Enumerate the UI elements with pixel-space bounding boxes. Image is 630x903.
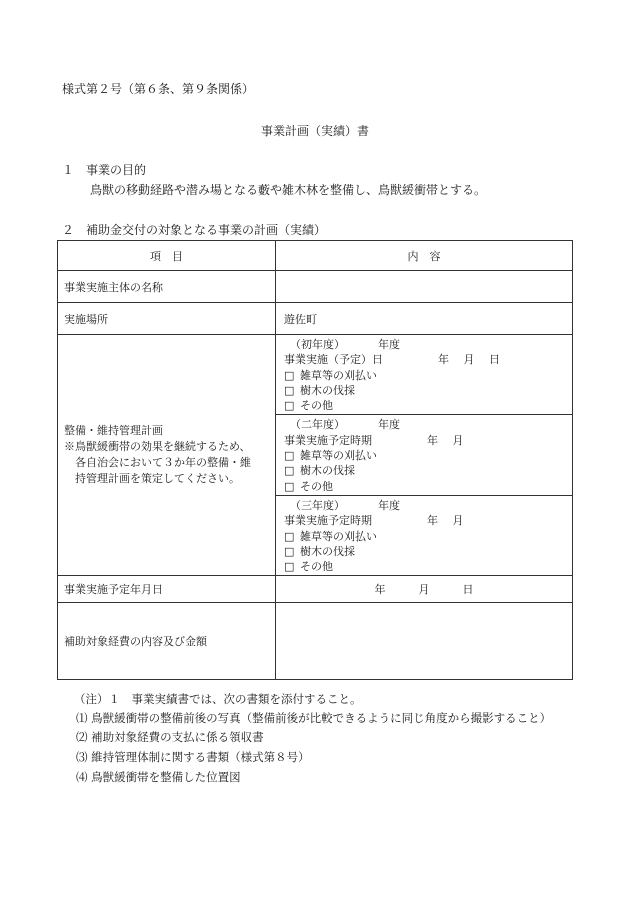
col-header-content: 内 容 — [276, 241, 573, 271]
schedule-line[interactable]: 事業実施予定時期 年 月 — [284, 433, 464, 447]
notes-item: ⑶ 維持管理体制に関する書類（様式第８号） — [76, 750, 310, 764]
checkbox-label: その他 — [300, 560, 333, 574]
year-heading — [284, 498, 566, 513]
schedule-line[interactable]: 事業実施予定時期 年 月 — [284, 514, 464, 528]
maintenance-note — [64, 439, 275, 487]
checkbox-row — [284, 448, 566, 463]
year-suffix: 年度 — [378, 338, 400, 351]
year-label: （三年度） — [290, 498, 345, 512]
table-row-date — [58, 576, 573, 603]
checkbox-label: 樹木の伐採 — [300, 383, 355, 397]
maintenance-label: 整備・維持管理計画 — [64, 424, 163, 438]
plan-table — [57, 240, 573, 680]
checkbox-row — [284, 398, 566, 413]
notes-item: ⑵ 補助対象経費の支払に係る領収書 — [76, 730, 264, 744]
checkbox-label: 雑草等の刈払い — [300, 529, 377, 543]
maintenance-content-cell — [276, 335, 573, 576]
section1-body: 鳥獣の移動経路や潜み場となる藪や雑木林を整備し、鳥獣緩衝帯とする。 — [90, 183, 487, 197]
year-suffix: 年度 — [378, 498, 400, 512]
year-label: （二年度） — [290, 418, 345, 432]
table-header-row — [58, 241, 573, 271]
entity-label: 事業実施主体の名称 — [58, 271, 276, 303]
maintenance-label-cell — [58, 335, 276, 576]
checkbox[interactable]: □ — [284, 464, 295, 478]
checkbox-label: その他 — [300, 399, 333, 413]
year-block-3 — [276, 496, 572, 575]
checkbox-row — [284, 368, 566, 383]
notes-item: ⑷ 鳥獣緩衝帯を整備した位置図 — [76, 770, 241, 784]
year-heading — [284, 337, 566, 352]
year-block-2 — [276, 415, 572, 495]
section1-heading: １ 事業の目的 — [62, 163, 147, 177]
checkbox-label: 雑草等の刈払い — [300, 449, 377, 463]
notes — [62, 689, 592, 787]
checkbox[interactable]: □ — [284, 529, 295, 543]
maintenance-note-line: 各自治会において３か年の整備・維 — [64, 456, 251, 470]
year-heading — [284, 417, 566, 432]
checkbox-row — [284, 529, 566, 544]
checkbox-row — [284, 544, 566, 559]
entity-value-field[interactable] — [276, 271, 573, 303]
checkbox[interactable]: □ — [284, 399, 295, 413]
checkbox[interactable]: □ — [284, 560, 295, 574]
checkbox-row — [284, 463, 566, 478]
checkbox-label: その他 — [300, 479, 333, 493]
checkbox-row — [284, 383, 566, 398]
year-suffix: 年度 — [378, 418, 400, 432]
section2-heading: ２ 補助金交付の対象となる事業の計画（実績） — [62, 223, 327, 237]
checkbox-label: 樹木の伐採 — [300, 544, 355, 558]
table-row-cost — [58, 603, 573, 680]
year-block-1 — [276, 335, 572, 415]
checkbox-row — [284, 479, 566, 494]
maintenance-note-line: 持管理計画を策定してください。 — [64, 472, 240, 486]
checkbox-label: 樹木の伐採 — [300, 464, 355, 478]
date-value-field[interactable]: 年 月 日 — [276, 576, 573, 603]
checkbox[interactable]: □ — [284, 368, 295, 382]
checkbox-row — [284, 559, 566, 574]
checkbox-label: 雑草等の刈払い — [300, 368, 377, 382]
notes-intro: （注）１ 事業実績書では、次の書類を添付すること。 — [74, 692, 362, 706]
notes-item: ⑴ 鳥獣緩衝帯の整備前後の写真（整備前後が比較できるように同じ角度から撮影すること） — [76, 711, 552, 725]
table-row-maintenance — [58, 335, 573, 576]
checkbox[interactable]: □ — [284, 479, 295, 493]
schedule-line[interactable]: 事業実施（予定）日 年 月 日 — [284, 353, 500, 367]
maintenance-note-line: ※鳥獣緩衝帯の効果を継続するため、 — [64, 440, 251, 454]
checkbox[interactable]: □ — [284, 544, 295, 558]
checkbox[interactable]: □ — [284, 383, 295, 397]
document-title: 事業計画（実績）書 — [260, 124, 369, 138]
year-label: （初年度） — [290, 338, 345, 351]
checkbox[interactable]: □ — [284, 449, 295, 463]
cost-value-field[interactable] — [276, 603, 573, 680]
col-header-item: 項 目 — [58, 241, 276, 271]
form-number: 様式第２号（第６条、第９条関係） — [62, 82, 255, 96]
date-label: 事業実施予定年月日 — [58, 576, 276, 603]
place-label: 実施場所 — [58, 303, 276, 335]
cost-label: 補助対象経費の内容及び金額 — [58, 603, 276, 680]
table-row-place — [58, 303, 573, 335]
place-value[interactable]: 遊佐町 — [276, 303, 573, 335]
table-row-entity — [58, 271, 573, 303]
